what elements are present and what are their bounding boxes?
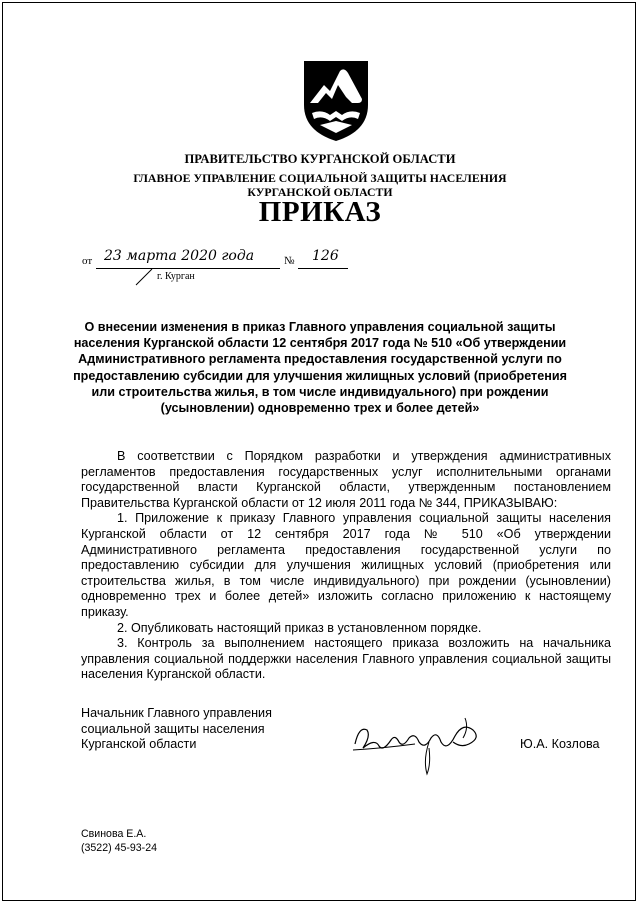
heading-line: предоставлению субсидии для улучшения жилищных условий (приобретения bbox=[73, 368, 567, 383]
signer-position-line3: Курганской области bbox=[81, 737, 197, 752]
executor-phone: (3522) 45-93-24 bbox=[81, 841, 157, 854]
date-number-line bbox=[82, 244, 382, 284]
handwritten-signature bbox=[345, 708, 495, 778]
handwritten-date: 23 марта 2020 года bbox=[104, 248, 255, 264]
number-underline bbox=[298, 268, 348, 269]
order-heading bbox=[70, 319, 570, 416]
date-from-label: от bbox=[82, 255, 93, 267]
city-label: г. Курган bbox=[157, 271, 195, 282]
signer-position-line1: Начальник Главного управления bbox=[81, 706, 272, 720]
coat-of-arms-icon bbox=[300, 55, 372, 143]
executor-name: Свинова Е.А. bbox=[81, 828, 147, 840]
date-underline bbox=[96, 268, 280, 269]
document-title: ПРИКАЗ bbox=[258, 196, 382, 228]
preamble-paragraph: В соответствии с Порядком разработки и утверждения административных регламентов предоставления государственных услуг исполнительными органами государственной власти Курганской области, утвержденным постановлением Правительства Курганской области от 12 июля 2011 года № 344, ПРИКАЗЫВАЮ: bbox=[81, 449, 611, 510]
date-stroke-mark bbox=[132, 268, 156, 286]
heading-line: населения Курганской области 12 сентября 2017 года № 510 «Об утверждении bbox=[73, 336, 567, 351]
order-item-3: 3. Контроль за выполнением настоящего приказа возложить на начальника управления социальной поддержки населения Главного управления социальной защиты населения Курганской области. bbox=[81, 636, 611, 682]
government-name: ПРАВИТЕЛЬСТВО КУРГАНСКОЙ ОБЛАСТИ bbox=[184, 152, 456, 166]
heading-line: (усыновлении) одновременно трех и более детей» bbox=[160, 401, 480, 416]
signer-position-line2: социальной защиты населения bbox=[81, 721, 265, 736]
heading-line: О внесении изменения в приказ Главного управления социальной защиты bbox=[84, 320, 556, 334]
order-item-2: 2. Опубликовать настоящий приказ в установленном порядке. bbox=[117, 620, 482, 635]
signer-name: Ю.А. Козлова bbox=[520, 737, 600, 751]
handwritten-number: 126 bbox=[312, 248, 339, 264]
heading-line: или строительства жилья, в том числе индивидуального) при рождении bbox=[91, 384, 549, 399]
number-label: № bbox=[284, 255, 295, 267]
order-item-1: 1. Приложение к приказу Главного управления социальной защиты населения Курганской области от 12 сентября 2017 года № 510 «Об утверждении Административного регламента предоставления государственной услуги по предоставлению субсидии для улучшения жилищных условий (приобретения или строительства жилья, в том числе индивидуального) при рождении (усыновлении) одновременно трех и более детей» изложить согласно приложению к настоящему приказу. bbox=[81, 511, 611, 619]
order-body bbox=[81, 449, 611, 683]
department-name bbox=[0, 172, 640, 199]
signer-position bbox=[81, 706, 272, 753]
department-name-line2: КУРГАНСКОЙ ОБЛАСТИ bbox=[247, 184, 393, 199]
department-name-line1: ГЛАВНОЕ УПРАВЛЕНИЕ СОЦИАЛЬНОЙ ЗАЩИТЫ НАСЕЛЕНИЯ bbox=[133, 171, 507, 185]
executor-info bbox=[81, 828, 157, 855]
heading-line: Административного регламента предоставления государственной услуги по bbox=[78, 352, 562, 367]
